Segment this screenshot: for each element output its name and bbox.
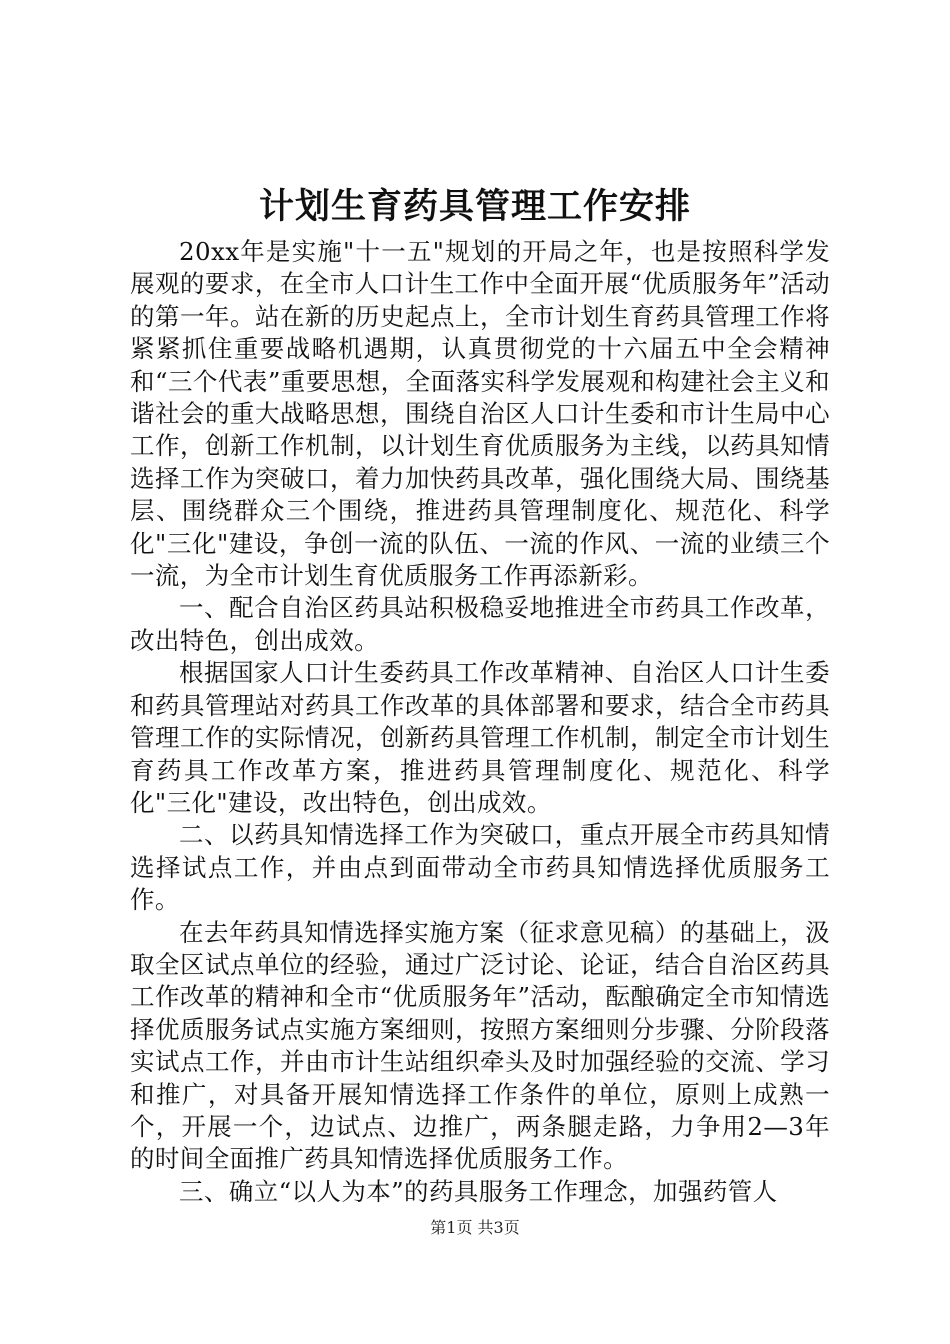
page-footer: 第1页 共3页 <box>430 1218 520 1237</box>
paragraph-section-1-heading: 一、配合自治区药具站积极稳妥地推进全市药具工作改革，改出特色，创出成效。 <box>130 593 830 655</box>
paragraph-intro: 20xx年是实施"十一五"规划的开局之年，也是按照科学发展观的要求，在全市人口计生工作中全面开展“优质服务年”活动的第一年。站在新的历史起点上，全市计划生育药具管理工作将紧紧抓住重要战略机遇期，认真贯彻党的十六届五中全会精神和“三个代表”重要思想，全面落实科学发展观和构建社会主义和谐社会的重大战略思想，围绕自治区人口计生委和市计生局中心工作，创新工作机制，以计划生育优质服务为主线，以药具知情选择工作为突破口，着力加快药具改革，强化围绕大局、围绕基层、围绕群众三个围绕，推进药具管理制度化、规范化、科学化"三化"建设，争创一流的队伍、一流的作风、一流的业绩三个一流，为全市计划生育优质服务工作再添新彩。 <box>130 237 830 591</box>
document-body <box>130 236 830 1208</box>
paragraph-section-2-heading: 二、以药具知情选择工作为突破口，重点开展全市药具知情选择试点工作，并由点到面带动全市药具知情选择优质服务工作。 <box>130 820 830 915</box>
paragraph-section-1-body: 根据国家人口计生委药具工作改革精神、自治区人口计生委和药具管理站对药具工作改革的具体部署和要求，结合全市药具管理工作的实际情况，创新药具管理工作机制，制定全市计划生育药具工作改革方案，推进药具管理制度化、规范化、科学化"三化"建设，改出特色，创出成效。 <box>130 658 830 817</box>
document-title: 计划生育药具管理工作安排 <box>258 186 691 227</box>
paragraph-section-3-heading: 三、确立“以人为本”的药具服务工作理念，加强药管人 <box>179 1176 778 1206</box>
paragraph-section-2-body: 在去年药具知情选择实施方案（征求意见稿）的基础上，汲取全区试点单位的经验，通过广泛讨论、论证，结合自治区药具工作改革的精神和全市“优质服务年”活动，酝酿确定全市知情选择优质服务试点实施方案细则，按照方案细则分步骤、分阶段落实试点工作，并由市计生站组织牵头及时加强经验的交流、学习和推广，对具备开展知情选择工作条件的单位，原则上成熟一个，开展一个，边试点、边推广，两条腿走路，力争用2—3年的时间全面推广药具知情选择优质服务工作。 <box>130 917 830 1174</box>
